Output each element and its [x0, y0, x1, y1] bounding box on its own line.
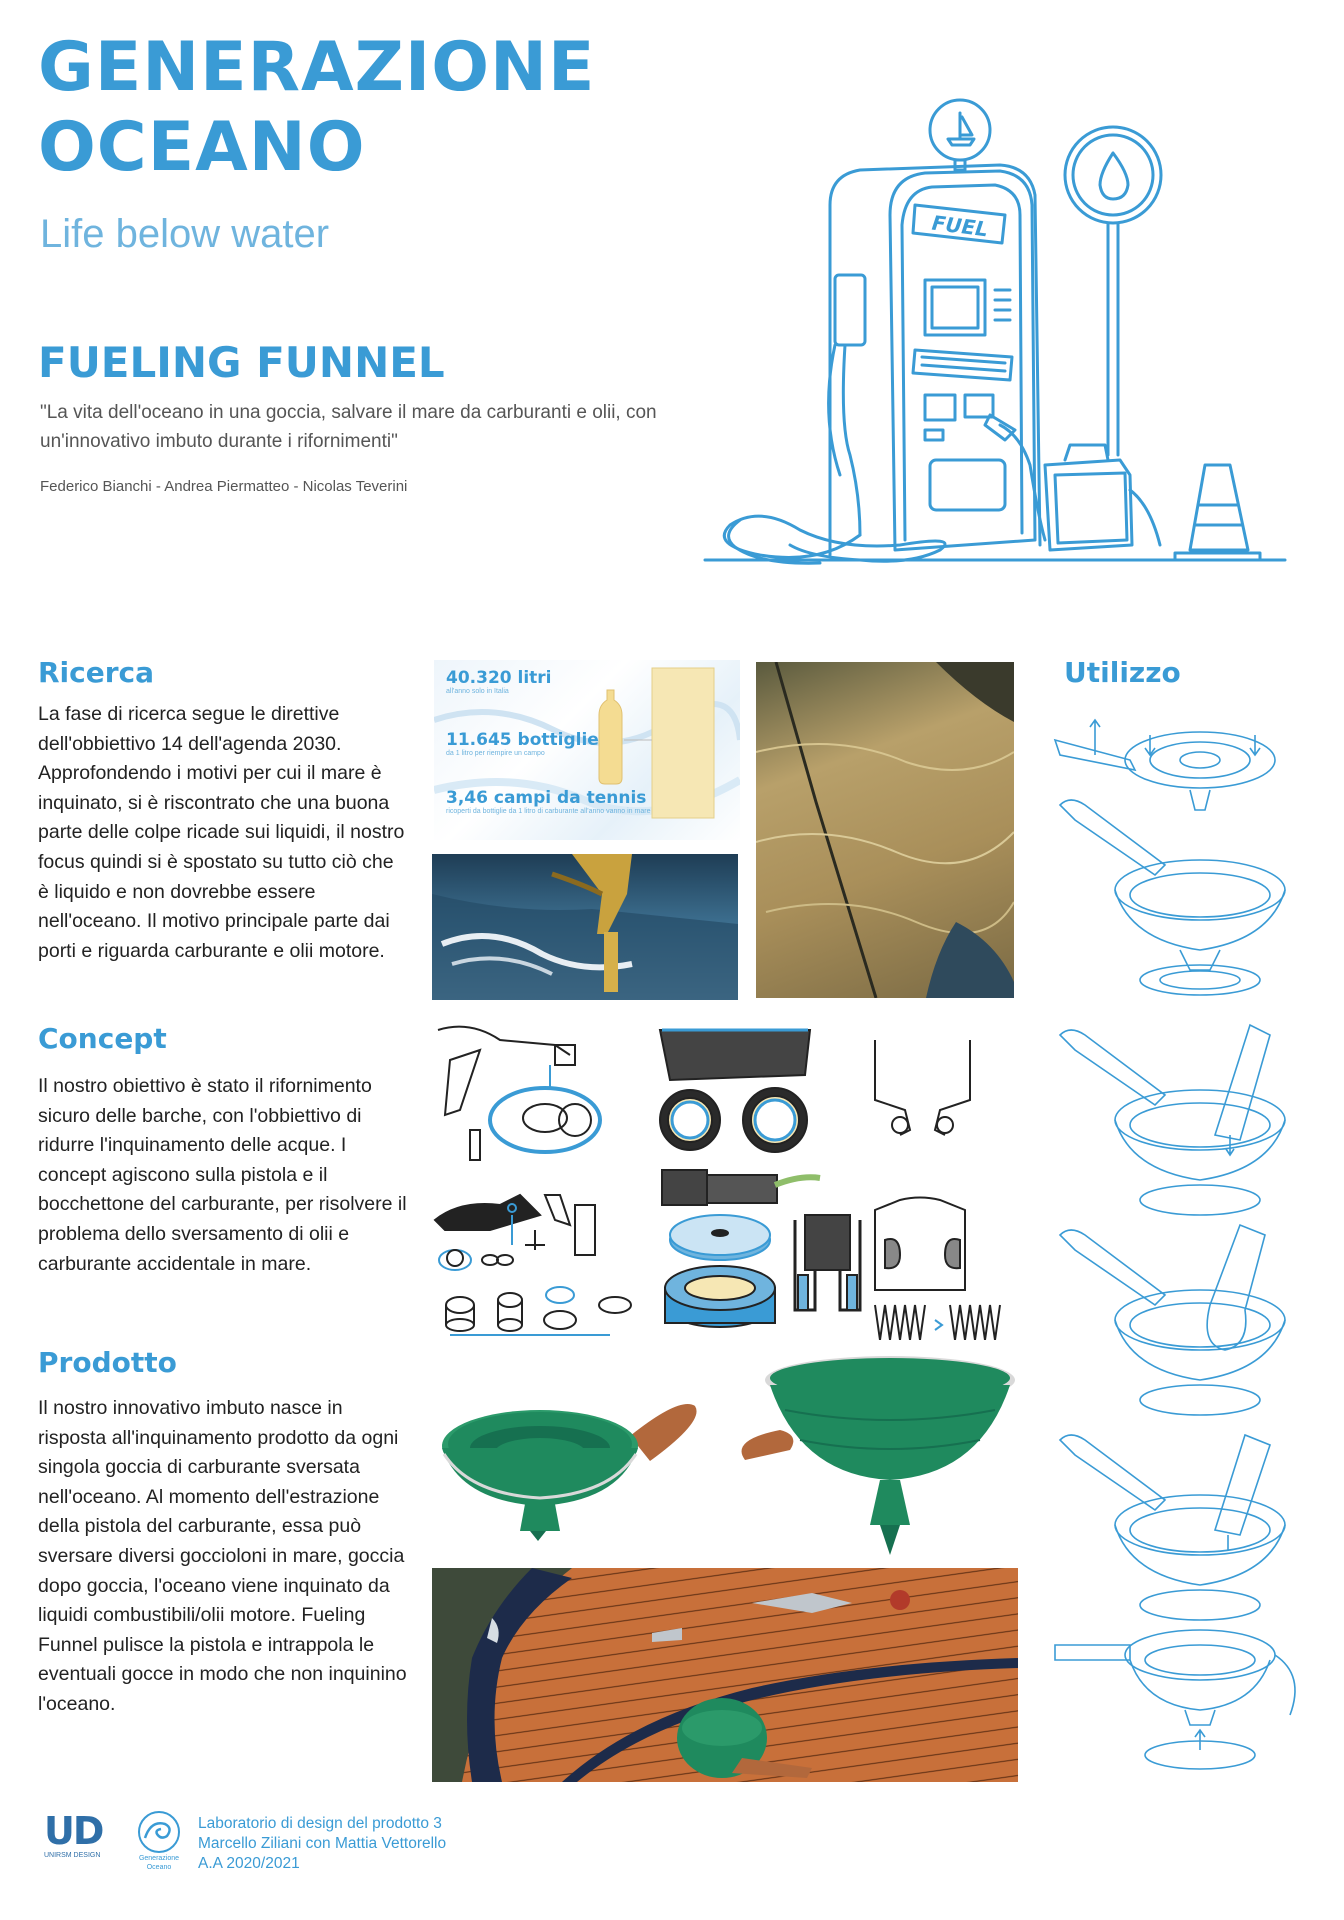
stat-sub-2: da 1 litro per riempire un campo [446, 750, 545, 757]
stat-value-2: 11.645 bottiglie [446, 730, 599, 750]
footer-year: A.A 2020/2021 [198, 1855, 300, 1872]
project-title: FUELING FUNNEL [38, 338, 445, 387]
stat-sub-3: ricoperti da bottiglie da 1 litro di carburante all'anno vanno in mare [446, 808, 651, 815]
product-render-side [430, 1366, 730, 1556]
wave-logo-icon [137, 1810, 181, 1854]
concept-text: Il nostro obiettivo è stato il rifornimento sicuro delle barche, con l'obbiettivo di ridurre l'inquinamento delle acque. I concept agiscono sulla pistola e il bocchettone del carburante, per risolvere il problema dello sversamento di olii e carburante accidentale in mare. [38, 1075, 407, 1275]
fuel-nozzle-photo [432, 854, 738, 1000]
footer-teachers: Marcello Ziliani con Mattia Vettorello [198, 1835, 447, 1852]
utilizzo-heading: Utilizzo [1064, 656, 1181, 689]
boat-deck-photo [432, 1568, 1018, 1782]
stats-infographic [434, 660, 740, 840]
prodotto-text: Il nostro innovativo imbuto nasce in risposta all'inquinamento prodotto da ogni singola goccia di carburante sversata nell'oceano. Al momento dell'estrazione della pistola del carburante, essa può sversare diversi goccioloni in mare, goccia dopo goccia, l'oceano viene inquinato da liquidi combustibili/olii motore. Fueling Funnel pulisce la pistola e intrappola le eventuali gocce in modo che non inquinino l'oceano. [38, 1397, 407, 1715]
prodotto-heading: Prodotto [38, 1346, 177, 1379]
concept-heading: Concept [38, 1022, 167, 1055]
footer-course: Laboratorio di design del prodotto 3 [198, 1815, 442, 1832]
concept-sketches [430, 1020, 1020, 1340]
oil-water-photo [756, 662, 1014, 998]
generazione-oceano-logo [128, 1810, 190, 1872]
stat-value-3: 3,46 campi da tennis [446, 788, 647, 808]
stat-sub-1: all'anno solo in Italia [446, 688, 509, 695]
utilizzo-step-4 [1060, 1225, 1285, 1415]
unirsm-design-logo [44, 1809, 124, 1859]
product-render-front [740, 1350, 1030, 1560]
logo-go-caption: Generazione Oceano [138, 1855, 180, 1871]
utilizzo-steps-illustration [1050, 715, 1330, 1775]
poster-subtitle: Life below water [40, 212, 330, 256]
stat-value-1: 40.320 litri [446, 668, 552, 688]
ricerca-heading: Ricerca [38, 656, 155, 689]
logo-ud-mark: UD [44, 1809, 103, 1853]
title-line-2: OCEANO [38, 108, 366, 187]
pump-sign-label: FUEL [930, 210, 990, 242]
title-line-1: GENERAZIONE [38, 28, 596, 107]
utilizzo-step-5 [1060, 1435, 1285, 1620]
project-quote: "La vita dell'oceano in una goccia, salvare il mare da carburanti e olii, con un'innovativo imbuto durante i rifornimenti" [40, 402, 657, 452]
fuel-pump-illustration [700, 95, 1290, 575]
utilizzo-step-6 [1055, 1630, 1295, 1769]
footer-credits [198, 1814, 446, 1874]
ricerca-text: La fase di ricerca segue le direttive dell'obbiettivo 14 dell'agenda 2030. Approfondendo i motivi per cui il mare è inquinato, si è riscontrato che una buona parte delle colpe ricade sui liquidi, il nostro focus quindi si è spostato su tutto ciò che è liquido e non dovrebbe essere nell'oceano. Il motivo principale parte dai porti e riguarda carburante e olii motore. [38, 703, 405, 962]
poster-title [38, 28, 595, 188]
utilizzo-step-3 [1060, 1025, 1285, 1215]
utilizzo-step-1 [1055, 720, 1275, 810]
utilizzo-step-2 [1060, 800, 1285, 995]
logo-ud-caption: UNIRSM DESIGN [44, 1852, 101, 1859]
authors: Federico Bianchi - Andrea Piermatteo - Nicolas Teverini [40, 478, 408, 495]
